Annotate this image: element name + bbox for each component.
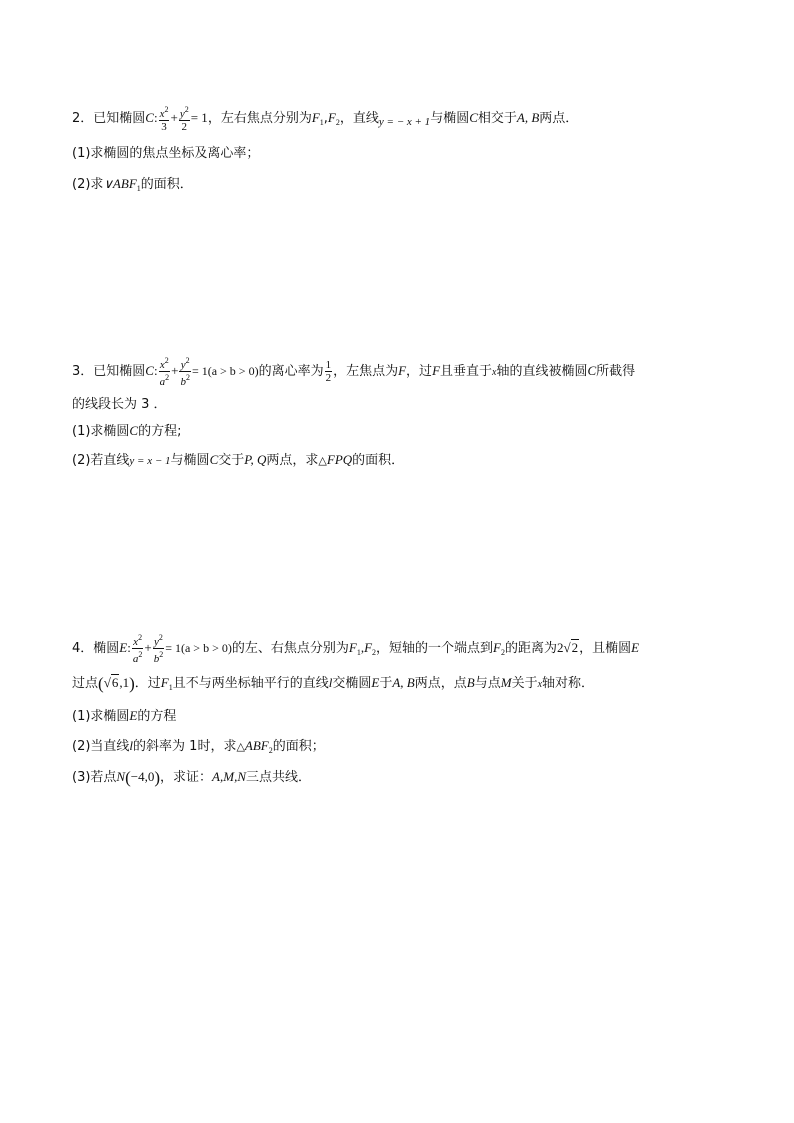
fraction-x2-over-a2: $\frac{x^2}{a^2}$ — [159, 356, 170, 388]
problem-4-part-1: (1)求椭圆E的方程 — [72, 708, 177, 724]
problem-4-line-2: 过点(√6,1)．过$F_1$且不与两坐标轴平行的直线l交椭圆E于A, B两点，点B与点M关于x轴对称． — [72, 674, 595, 693]
fraction-y2-over-2: $\frac{y^2}{2}$ — [179, 105, 189, 133]
sqrt-two: √2 — [563, 640, 579, 655]
fraction-one-half: $\frac{1}{2}$ — [325, 359, 332, 384]
problem-4-part-3: (3)若点N(−4,0)，求证：A,M,N三点共线． — [72, 768, 312, 787]
fraction-x2-over-3: $\frac{x^2}{3}$ — [159, 105, 169, 133]
problem-2-line-1: 2．已知椭圆C: $\frac{x^2}{3}$ + $\frac{y^2}{2}$ = 1，左右焦点分别为$F_1,F_2$，直线$_{y = - x + 1}$与椭圆C相交于A, B两点． — [72, 105, 579, 133]
problem-3-part-2: (2)若直线y = x − 1与椭圆C交于P, Q两点，求△FPQ的面积． — [72, 452, 405, 468]
fraction-y2-over-b2: $\frac{y^2}{b^2}$ — [180, 356, 190, 388]
sqrt-six: √6 — [103, 675, 119, 690]
problem-3-part-1: (1)求椭圆C的方程; — [72, 423, 182, 439]
problem-3-line-2: 的线段长为 3 ． — [72, 397, 167, 412]
problem-4-part-2: (2)当直线l的斜率为 1时，求$\triangle ABF_2$的面积； — [72, 738, 325, 755]
problem-2-part-2: (2)求$\vee ABF_1$的面积． — [72, 176, 193, 193]
problem-4-line-1: 4．椭圆E: $\frac{x^2}{a^2}$ + $\frac{y^2}{b^2}$ = 1(a > b > 0)的左、右焦点分别为$F_1,F_2$，短轴的一个端点到$F_2$的距离为2√2，且椭圆E — [72, 633, 640, 665]
fraction-x2-over-a2: $\frac{x^2}{a^2}$ — [132, 633, 143, 665]
problem-2-part-1: (1)求椭圆的焦点坐标及离心率； — [72, 146, 260, 161]
fraction-y2-over-b2: $\frac{y^2}{b^2}$ — [153, 633, 164, 665]
problem-3-line-1: 3．已知椭圆C: $\frac{x^2}{a^2}$ + $\frac{y^2}{b^2}$ = 1(a > b > 0)的离心率为 $\frac{1}{2}$ ，左焦点为F，过F且垂直于x轴的直线被椭圆C所截得 — [72, 356, 636, 388]
